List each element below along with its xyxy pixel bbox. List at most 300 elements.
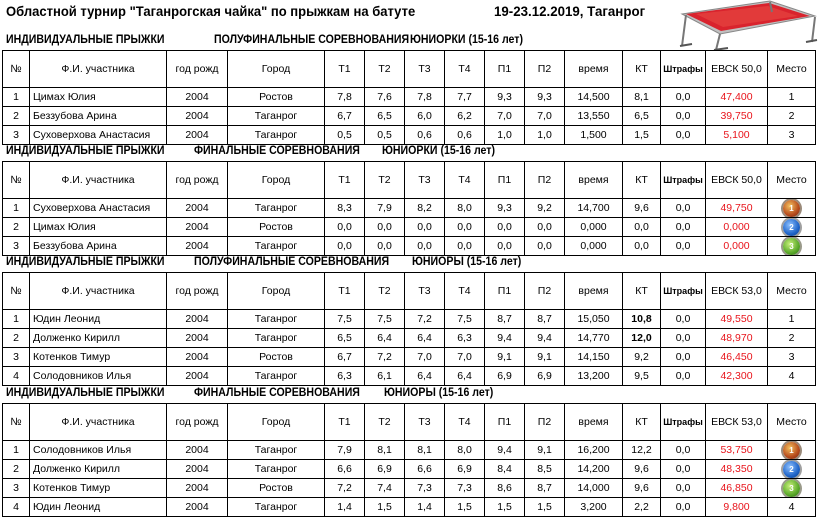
cell-t2: 6,1 [365, 367, 405, 386]
cell-kt: 9,6 [623, 479, 661, 498]
col-header-number: № [3, 273, 30, 310]
col-header-evsk: ЕВСК 53,0 [706, 404, 768, 441]
cell-p1: 8,6 [485, 479, 525, 498]
cell-place [768, 218, 816, 237]
gold-medal-icon: 1 [783, 442, 800, 459]
cell-number: 3 [3, 126, 30, 145]
section-junior-men-final [0, 385, 819, 517]
cell-city: Таганрог [228, 460, 325, 479]
table-row [3, 498, 816, 517]
cell-kt: 10,8 [623, 310, 661, 329]
cell-number: 1 [3, 88, 30, 107]
cell-p1: 8,4 [485, 460, 525, 479]
cell-kt: 0,0 [623, 218, 661, 237]
cell-penalties: 0,0 [661, 88, 706, 107]
col-header-city: Город [228, 404, 325, 441]
section-stage: ФИНАЛЬНЫЕ СОРЕВНОВАНИЯ [194, 387, 360, 399]
cell-name: Долженко Кирилл [30, 329, 167, 348]
col-header-penalties: Штрафы [661, 51, 706, 88]
cell-t4: 7,7 [445, 88, 485, 107]
cell-city: Таганрог [228, 329, 325, 348]
cell-t4: 8,0 [445, 441, 485, 460]
cell-t2: 7,6 [365, 88, 405, 107]
cell-t4: 0,0 [445, 237, 485, 256]
cell-kt: 9,2 [623, 348, 661, 367]
col-header-birth-year: год рожд [167, 404, 228, 441]
cell-city: Ростов [228, 479, 325, 498]
cell-name: Котенков Тимур [30, 348, 167, 367]
cell-birth-year: 2004 [167, 460, 228, 479]
cell-place [768, 441, 816, 460]
cell-city: Таганрог [228, 498, 325, 517]
cell-kt: 12,0 [623, 329, 661, 348]
col-header-time: время [565, 51, 623, 88]
section-header [0, 385, 819, 403]
cell-t1: 1,4 [325, 498, 365, 517]
col-header-p2: П2 [525, 162, 565, 199]
cell-p1: 6,9 [485, 367, 525, 386]
section-junior-women-semifinal [0, 32, 819, 145]
cell-p1: 0,0 [485, 218, 525, 237]
results-table [2, 50, 816, 145]
cell-name: Долженко Кирилл [30, 460, 167, 479]
col-header-name: Ф.И. участника [30, 404, 167, 441]
table-row [3, 107, 816, 126]
section-junior-men-semifinal [0, 254, 819, 386]
col-header-t2: T2 [365, 162, 405, 199]
cell-t4: 1,5 [445, 498, 485, 517]
cell-t4: 0,0 [445, 218, 485, 237]
col-header-p2: П2 [525, 51, 565, 88]
col-header-city: Город [228, 273, 325, 310]
cell-t3: 8,2 [405, 199, 445, 218]
cell-t2: 6,5 [365, 107, 405, 126]
cell-t4: 7,3 [445, 479, 485, 498]
cell-kt: 8,1 [623, 88, 661, 107]
cell-city: Таганрог [228, 107, 325, 126]
cell-time: 14,200 [565, 460, 623, 479]
col-header-t2: T2 [365, 273, 405, 310]
col-header-p1: П1 [485, 51, 525, 88]
section-stage: ПОЛУФИНАЛЬНЫЕ СОРЕВНОВАНИЯ [194, 256, 390, 268]
cell-penalties: 0,0 [661, 460, 706, 479]
cell-evsk: 0,000 [706, 237, 768, 256]
results-table [2, 272, 816, 386]
cell-name: Солодовников Илья [30, 367, 167, 386]
cell-t3: 6,6 [405, 460, 445, 479]
cell-place: 3 [768, 126, 816, 145]
cell-p1: 7,0 [485, 107, 525, 126]
section-category: ИНДИВИДУАЛЬНЫЕ ПРЫЖКИ [6, 34, 165, 46]
cell-time: 14,150 [565, 348, 623, 367]
cell-penalties: 0,0 [661, 126, 706, 145]
cell-birth-year: 2004 [167, 88, 228, 107]
cell-evsk: 39,750 [706, 107, 768, 126]
cell-time: 0,000 [565, 237, 623, 256]
cell-p2: 9,1 [525, 348, 565, 367]
cell-t4: 6,2 [445, 107, 485, 126]
cell-t1: 0,0 [325, 237, 365, 256]
cell-p1: 1,0 [485, 126, 525, 145]
cell-p1: 8,7 [485, 310, 525, 329]
cell-t2: 7,4 [365, 479, 405, 498]
cell-evsk: 48,350 [706, 460, 768, 479]
gold-medal-icon: 1 [783, 200, 800, 217]
col-header-t1: T1 [325, 162, 365, 199]
cell-number: 1 [3, 310, 30, 329]
col-header-time: время [565, 273, 623, 310]
cell-t3: 6,4 [405, 367, 445, 386]
col-header-penalties: Штрафы [661, 162, 706, 199]
col-header-place: Место [768, 162, 816, 199]
cell-t3: 6,0 [405, 107, 445, 126]
cell-place: 2 [768, 329, 816, 348]
cell-time: 15,050 [565, 310, 623, 329]
section-group: ЮНИОРКИ (15-16 лет) [410, 34, 524, 46]
col-header-t3: T3 [405, 162, 445, 199]
table-header-row [3, 404, 816, 441]
table-row [3, 348, 816, 367]
col-header-number: № [3, 404, 30, 441]
cell-place: 1 [768, 310, 816, 329]
table-row [3, 441, 816, 460]
cell-place: 2 [768, 107, 816, 126]
cell-evsk: 9,800 [706, 498, 768, 517]
cell-penalties: 0,0 [661, 310, 706, 329]
cell-penalties: 0,0 [661, 199, 706, 218]
cell-p1: 9,3 [485, 88, 525, 107]
cell-t3: 0,6 [405, 126, 445, 145]
cell-birth-year: 2004 [167, 498, 228, 517]
cell-time: 13,200 [565, 367, 623, 386]
cell-number: 4 [3, 367, 30, 386]
tournament-title: Областной турнир "Таганрогская чайка" по прыжкам на батуте [6, 3, 416, 19]
cell-t1: 7,9 [325, 441, 365, 460]
cell-city: Таганрог [228, 367, 325, 386]
cell-place: 4 [768, 367, 816, 386]
cell-t2: 6,4 [365, 329, 405, 348]
cell-p2: 9,4 [525, 329, 565, 348]
cell-penalties: 0,0 [661, 498, 706, 517]
cell-penalties: 0,0 [661, 479, 706, 498]
cell-evsk: 5,100 [706, 126, 768, 145]
cell-t3: 8,1 [405, 441, 445, 460]
cell-kt: 9,5 [623, 367, 661, 386]
table-row [3, 310, 816, 329]
cell-t1: 6,5 [325, 329, 365, 348]
cell-p2: 9,3 [525, 88, 565, 107]
cell-evsk: 53,750 [706, 441, 768, 460]
cell-p2: 8,7 [525, 479, 565, 498]
cell-place: 4 [768, 498, 816, 517]
cell-p2: 6,9 [525, 367, 565, 386]
cell-kt: 6,5 [623, 107, 661, 126]
cell-city: Ростов [228, 218, 325, 237]
cell-time: 14,770 [565, 329, 623, 348]
cell-name: Котенков Тимур [30, 479, 167, 498]
col-header-name: Ф.И. участника [30, 162, 167, 199]
col-header-evsk: ЕВСК 50,0 [706, 162, 768, 199]
cell-birth-year: 2004 [167, 348, 228, 367]
section-header [0, 32, 819, 50]
cell-birth-year: 2004 [167, 329, 228, 348]
section-header [0, 143, 819, 161]
cell-t2: 1,5 [365, 498, 405, 517]
cell-evsk: 49,750 [706, 199, 768, 218]
cell-p2: 8,5 [525, 460, 565, 479]
cell-t3: 7,3 [405, 479, 445, 498]
cell-city: Ростов [228, 88, 325, 107]
section-stage: ФИНАЛЬНЫЕ СОРЕВНОВАНИЯ [194, 145, 360, 157]
cell-name: Солодовников Илья [30, 441, 167, 460]
cell-number: 3 [3, 479, 30, 498]
table-header-row [3, 51, 816, 88]
cell-number: 4 [3, 498, 30, 517]
cell-p1: 1,5 [485, 498, 525, 517]
cell-t2: 8,1 [365, 441, 405, 460]
cell-number: 1 [3, 199, 30, 218]
cell-number: 2 [3, 218, 30, 237]
cell-kt: 0,0 [623, 237, 661, 256]
col-header-p1: П1 [485, 162, 525, 199]
cell-kt: 9,6 [623, 199, 661, 218]
table-row [3, 367, 816, 386]
cell-number: 1 [3, 441, 30, 460]
cell-city: Таганрог [228, 126, 325, 145]
cell-p1: 9,3 [485, 199, 525, 218]
cell-evsk: 0,000 [706, 218, 768, 237]
cell-birth-year: 2004 [167, 218, 228, 237]
cell-t1: 6,6 [325, 460, 365, 479]
cell-evsk: 46,450 [706, 348, 768, 367]
col-header-kt: КТ [623, 162, 661, 199]
col-header-evsk: ЕВСК 53,0 [706, 273, 768, 310]
cell-birth-year: 2004 [167, 199, 228, 218]
col-header-kt: КТ [623, 273, 661, 310]
cell-t3: 7,8 [405, 88, 445, 107]
cell-t1: 8,3 [325, 199, 365, 218]
col-header-birth-year: год рожд [167, 273, 228, 310]
cell-penalties: 0,0 [661, 329, 706, 348]
cell-city: Таганрог [228, 199, 325, 218]
cell-place [768, 479, 816, 498]
cell-p2: 1,5 [525, 498, 565, 517]
tournament-date-place: 19-23.12.2019, Таганрог [494, 3, 646, 19]
col-header-t4: T4 [445, 51, 485, 88]
cell-p1: 9,4 [485, 329, 525, 348]
col-header-penalties: Штрафы [661, 273, 706, 310]
cell-place [768, 237, 816, 256]
col-header-t3: T3 [405, 273, 445, 310]
cell-time: 13,550 [565, 107, 623, 126]
cell-penalties: 0,0 [661, 441, 706, 460]
cell-p2: 9,1 [525, 441, 565, 460]
cell-evsk: 46,850 [706, 479, 768, 498]
cell-time: 3,200 [565, 498, 623, 517]
col-header-t4: T4 [445, 162, 485, 199]
cell-birth-year: 2004 [167, 441, 228, 460]
results-table [2, 403, 816, 517]
cell-t2: 0,0 [365, 237, 405, 256]
cell-t1: 7,5 [325, 310, 365, 329]
col-header-time: время [565, 162, 623, 199]
section-header [0, 254, 819, 272]
bronze-medal-icon: 3 [783, 238, 800, 255]
cell-t4: 6,4 [445, 367, 485, 386]
cell-name: Беззубова Арина [30, 107, 167, 126]
cell-t4: 6,9 [445, 460, 485, 479]
col-header-p2: П2 [525, 273, 565, 310]
cell-time: 14,500 [565, 88, 623, 107]
col-header-t4: T4 [445, 404, 485, 441]
cell-t4: 0,6 [445, 126, 485, 145]
cell-evsk: 42,300 [706, 367, 768, 386]
cell-penalties: 0,0 [661, 367, 706, 386]
cell-t3: 7,2 [405, 310, 445, 329]
cell-penalties: 0,0 [661, 348, 706, 367]
cell-time: 14,000 [565, 479, 623, 498]
cell-time: 16,200 [565, 441, 623, 460]
col-header-place: Место [768, 51, 816, 88]
cell-t1: 7,8 [325, 88, 365, 107]
section-category: ИНДИВИДУАЛЬНЫЕ ПРЫЖКИ [6, 145, 165, 157]
section-category: ИНДИВИДУАЛЬНЫЕ ПРЫЖКИ [6, 387, 165, 399]
cell-time: 14,700 [565, 199, 623, 218]
section-group: ЮНИОРКИ (15-16 лет) [382, 145, 496, 157]
cell-t3: 1,4 [405, 498, 445, 517]
col-header-t3: T3 [405, 51, 445, 88]
table-row [3, 329, 816, 348]
table-row [3, 199, 816, 218]
col-header-number: № [3, 51, 30, 88]
cell-t1: 0,5 [325, 126, 365, 145]
col-header-p1: П1 [485, 273, 525, 310]
cell-p1: 0,0 [485, 237, 525, 256]
col-header-t2: T2 [365, 51, 405, 88]
table-row [3, 88, 816, 107]
col-header-kt: КТ [623, 51, 661, 88]
cell-penalties: 0,0 [661, 107, 706, 126]
cell-time: 0,000 [565, 218, 623, 237]
col-header-t1: T1 [325, 273, 365, 310]
cell-number: 3 [3, 348, 30, 367]
cell-place [768, 199, 816, 218]
col-header-p1: П1 [485, 404, 525, 441]
cell-t4: 7,0 [445, 348, 485, 367]
col-header-t4: T4 [445, 273, 485, 310]
cell-p2: 7,0 [525, 107, 565, 126]
section-group: ЮНИОРЫ (15-16 лет) [412, 256, 522, 268]
cell-t2: 7,5 [365, 310, 405, 329]
cell-p1: 9,1 [485, 348, 525, 367]
cell-birth-year: 2004 [167, 479, 228, 498]
col-header-birth-year: год рожд [167, 51, 228, 88]
cell-t2: 7,2 [365, 348, 405, 367]
col-header-name: Ф.И. участника [30, 51, 167, 88]
results-table [2, 161, 816, 256]
cell-kt: 9,6 [623, 460, 661, 479]
cell-p1: 9,4 [485, 441, 525, 460]
cell-name: Цимах Юлия [30, 88, 167, 107]
cell-name: Юдин Леонид [30, 498, 167, 517]
table-row [3, 479, 816, 498]
cell-city: Таганрог [228, 310, 325, 329]
silver-medal-icon: 2 [783, 219, 800, 236]
col-header-place: Место [768, 273, 816, 310]
col-header-kt: КТ [623, 404, 661, 441]
cell-place: 1 [768, 88, 816, 107]
cell-birth-year: 2004 [167, 107, 228, 126]
cell-p2: 9,2 [525, 199, 565, 218]
cell-name: Юдин Леонид [30, 310, 167, 329]
cell-t3: 0,0 [405, 237, 445, 256]
cell-evsk: 48,970 [706, 329, 768, 348]
cell-place: 3 [768, 348, 816, 367]
cell-t1: 0,0 [325, 218, 365, 237]
cell-number: 2 [3, 460, 30, 479]
bronze-medal-icon: 3 [783, 480, 800, 497]
col-header-penalties: Штрафы [661, 404, 706, 441]
section-junior-women-final [0, 143, 819, 256]
cell-number: 2 [3, 107, 30, 126]
cell-name: Суховерхова Анастасия [30, 199, 167, 218]
table-row [3, 126, 816, 145]
cell-t3: 6,4 [405, 329, 445, 348]
cell-t2: 0,0 [365, 218, 405, 237]
table-row [3, 237, 816, 256]
cell-t2: 6,9 [365, 460, 405, 479]
cell-place [768, 460, 816, 479]
cell-p2: 0,0 [525, 218, 565, 237]
col-header-city: Город [228, 51, 325, 88]
table-header-row [3, 273, 816, 310]
cell-evsk: 49,550 [706, 310, 768, 329]
cell-birth-year: 2004 [167, 126, 228, 145]
cell-kt: 2,2 [623, 498, 661, 517]
col-header-name: Ф.И. участника [30, 273, 167, 310]
col-header-number: № [3, 162, 30, 199]
cell-city: Таганрог [228, 237, 325, 256]
section-category: ИНДИВИДУАЛЬНЫЕ ПРЫЖКИ [6, 256, 165, 268]
cell-t4: 7,5 [445, 310, 485, 329]
cell-t3: 7,0 [405, 348, 445, 367]
col-header-city: Город [228, 162, 325, 199]
cell-p2: 0,0 [525, 237, 565, 256]
col-header-birth-year: год рожд [167, 162, 228, 199]
cell-t1: 6,3 [325, 367, 365, 386]
col-header-t1: T1 [325, 51, 365, 88]
cell-name: Цимах Юлия [30, 218, 167, 237]
cell-t4: 8,0 [445, 199, 485, 218]
col-header-t3: T3 [405, 404, 445, 441]
col-header-evsk: ЕВСК 50,0 [706, 51, 768, 88]
cell-penalties: 0,0 [661, 218, 706, 237]
cell-kt: 1,5 [623, 126, 661, 145]
cell-name: Суховерхова Анастасия [30, 126, 167, 145]
col-header-p2: П2 [525, 404, 565, 441]
table-row [3, 460, 816, 479]
silver-medal-icon: 2 [783, 461, 800, 478]
cell-t2: 7,9 [365, 199, 405, 218]
table-row [3, 218, 816, 237]
cell-penalties: 0,0 [661, 237, 706, 256]
cell-birth-year: 2004 [167, 367, 228, 386]
cell-kt: 12,2 [623, 441, 661, 460]
section-group: ЮНИОРЫ (15-16 лет) [384, 387, 494, 399]
col-header-t1: T1 [325, 404, 365, 441]
table-header-row [3, 162, 816, 199]
cell-t4: 6,3 [445, 329, 485, 348]
